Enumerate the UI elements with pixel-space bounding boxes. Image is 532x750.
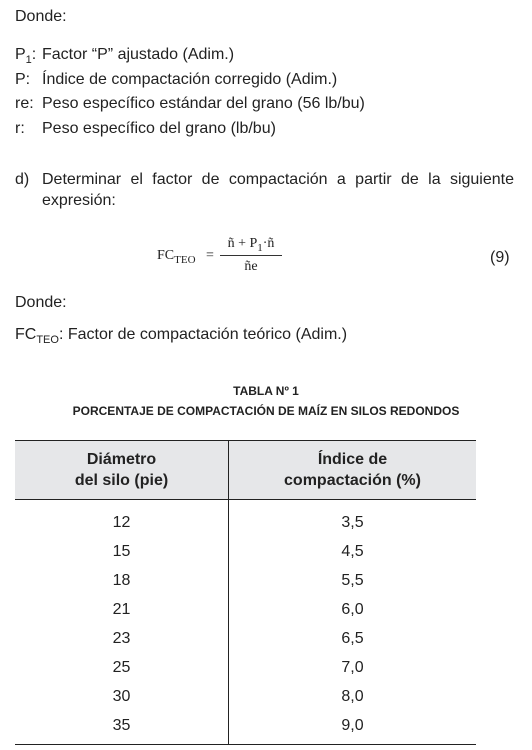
table-row <box>15 566 476 595</box>
formula-denominator: ñe <box>244 259 258 274</box>
table-caption-title: PORCENTAJE DE COMPACTACIÓN DE MAÍZ EN SILOS REDONDOS <box>72 404 460 418</box>
header-diameter-line2: del silo (pie) <box>74 472 169 489</box>
header-diameter-line1: Diámetro <box>86 451 157 468</box>
definition-symbol: r: <box>15 120 25 137</box>
definition-r <box>0 120 532 144</box>
definition-fc-teo <box>15 326 347 344</box>
formula-lhs-subscript: TEO <box>174 254 196 266</box>
definition-subscript: 1 <box>25 54 32 66</box>
formula-fraction <box>220 236 282 275</box>
donde-label-1: Donde: <box>15 8 67 25</box>
compaction-table <box>15 440 476 745</box>
cell-diameter: 18 <box>15 566 229 595</box>
definition-p1: $P_1$: Factor “P” ajustado (Adim.) <box>15 46 235 66</box>
definition-p <box>0 71 532 95</box>
definition-text: Factor “P” ajustado (Adim.) <box>42 46 235 63</box>
numerator-part-b: ·ñ <box>262 236 275 251</box>
fc-definition-text: : Factor de compactación teórico (Adim.) <box>58 326 348 343</box>
item-d-marker: d) <box>15 171 30 188</box>
cell-index: 7,0 <box>341 658 364 676</box>
table-row <box>15 711 476 745</box>
cell-index: 5,5 <box>341 571 364 589</box>
cell-index: 3,5 <box>341 513 364 531</box>
header-index-line1: Índice de <box>317 451 388 468</box>
cell-diameter: 23 <box>15 624 229 653</box>
definition-re <box>0 95 532 119</box>
definition-symbol: P <box>15 46 26 63</box>
cell-diameter: 25 <box>15 653 229 682</box>
definition-symbol: re: <box>15 95 34 112</box>
item-d-text-line2: expresión: <box>42 192 116 209</box>
cell-diameter: 15 <box>15 537 229 566</box>
fc-symbol: FC <box>15 326 37 343</box>
header-index <box>229 441 477 500</box>
cell-index: 4,5 <box>341 542 364 560</box>
definition-text: Índice de compactación corregido (Adim.) <box>42 71 338 88</box>
table-caption-number: TABLA Nº 1 <box>233 384 299 398</box>
definition-symbol: P: <box>15 71 31 88</box>
fc-subscript: TEO <box>36 334 59 346</box>
table-row <box>15 624 476 653</box>
header-diameter <box>15 441 229 500</box>
header-index-line2: compactación (%) <box>284 472 421 489</box>
numerator-subscript: 1 <box>257 242 263 254</box>
cell-diameter: 21 <box>15 595 229 624</box>
cell-index: 9,0 <box>229 711 477 745</box>
formula-lhs-symbol: FC <box>157 248 175 263</box>
equation-number: (9) <box>490 249 510 266</box>
cell-diameter: 35 <box>15 711 229 745</box>
donde-label-2: Donde: <box>15 294 67 311</box>
cell-diameter: 12 <box>15 500 229 538</box>
cell-index: 6,5 <box>341 629 364 647</box>
table-row <box>15 682 476 711</box>
formula-equals: = <box>206 248 214 263</box>
definition-text: Peso específico del grano (lb/bu) <box>42 120 276 137</box>
formula-numerator <box>220 236 282 256</box>
cell-diameter: 30 <box>15 682 229 711</box>
cell-index: 8,0 <box>341 687 364 705</box>
numerator-part-a: ñ + P <box>227 236 258 251</box>
table-row <box>15 500 476 538</box>
definition-text: Peso específico estándar del grano (56 lb/bu) <box>42 95 365 112</box>
table-row <box>15 537 476 566</box>
item-d-text-line1: Determinar el factor de compactación a partir de la siguiente <box>42 171 514 188</box>
table-row <box>15 595 476 624</box>
table-row <box>15 653 476 682</box>
cell-index: 6,0 <box>341 600 364 618</box>
table-header-row <box>15 441 476 500</box>
formula-lhs <box>157 248 196 264</box>
